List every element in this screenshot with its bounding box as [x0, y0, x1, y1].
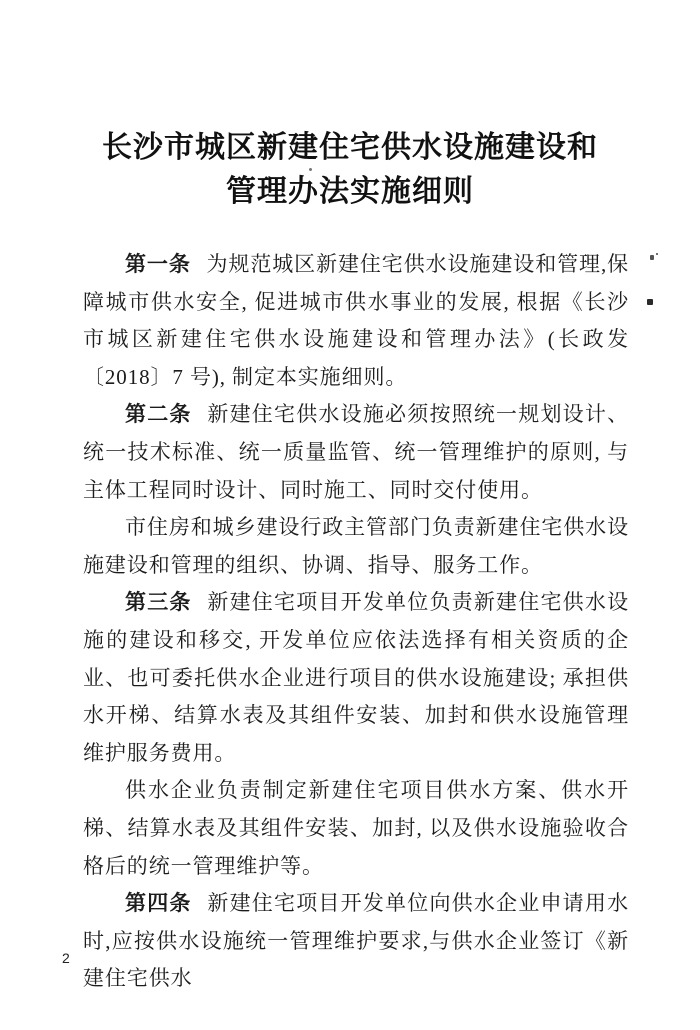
article-number: 第四条: [125, 891, 192, 916]
paragraph-text: 新建住宅项目开发单位向供水企业申请用水时,应按供水设施统一管理维护要求,与供水企业签订《新建住宅供水: [83, 891, 629, 991]
paragraph-plain-2: [83, 772, 629, 885]
document-title: [0, 126, 700, 214]
paragraph-text: 新建住宅项目开发单位负责新建住宅供水设施的建设和移交, 开发单位应依法选择有相关资质的企业、也可委托供水企业进行项目的供水设施建设; 承担供水开梯、结算水表及其组件安装、加封和供水设施管理维护服务费用。: [83, 590, 629, 765]
document-title-line1: 长沙市城区新建住宅供水设施建设和: [102, 131, 598, 164]
scan-speck: [647, 299, 653, 305]
scan-speck: [650, 255, 654, 260]
article-number: 第一条: [125, 252, 191, 276]
document-body: [83, 246, 629, 998]
paragraph-article-4: [83, 885, 629, 998]
paragraph-text: 供水企业负责制定新建住宅项目供水方案、供水开梯、结算水表及其组件安装、加封, 以及供水设施验收合格后的统一管理维护等。: [83, 778, 629, 878]
scan-speck: [656, 253, 658, 255]
article-number: 第二条: [125, 402, 192, 427]
scan-speck: [309, 168, 312, 171]
paragraph-article-1: [83, 246, 629, 396]
paragraph-text: 为规范城区新建住宅供水设施建设和管理,保障城市供水安全, 促进城市供水事业的发展, 根据《长沙市城区新建住宅供水设施建设和管理办法》(长政发〔2018〕7 号), 制定本实施细则。: [83, 252, 630, 389]
document-title-line2: 管理办法实施细则: [226, 175, 474, 208]
paragraph-text: 市住房和城乡建设行政主管部门负责新建住宅供水设施建设和管理的组织、协调、指导、服务工作。: [83, 515, 629, 577]
paragraph-plain-1: [83, 509, 629, 584]
paragraph-text: 新建住宅供水设施必须按照统一规划设计、统一技术标准、统一质量监管、统一管理维护的原则, 与主体工程同时设计、同时施工、同时交付使用。: [83, 402, 629, 502]
page-number: 2: [62, 950, 70, 966]
paragraph-article-2: [83, 396, 629, 509]
paragraph-article-3: [83, 584, 629, 772]
article-number: 第三条: [125, 590, 192, 615]
